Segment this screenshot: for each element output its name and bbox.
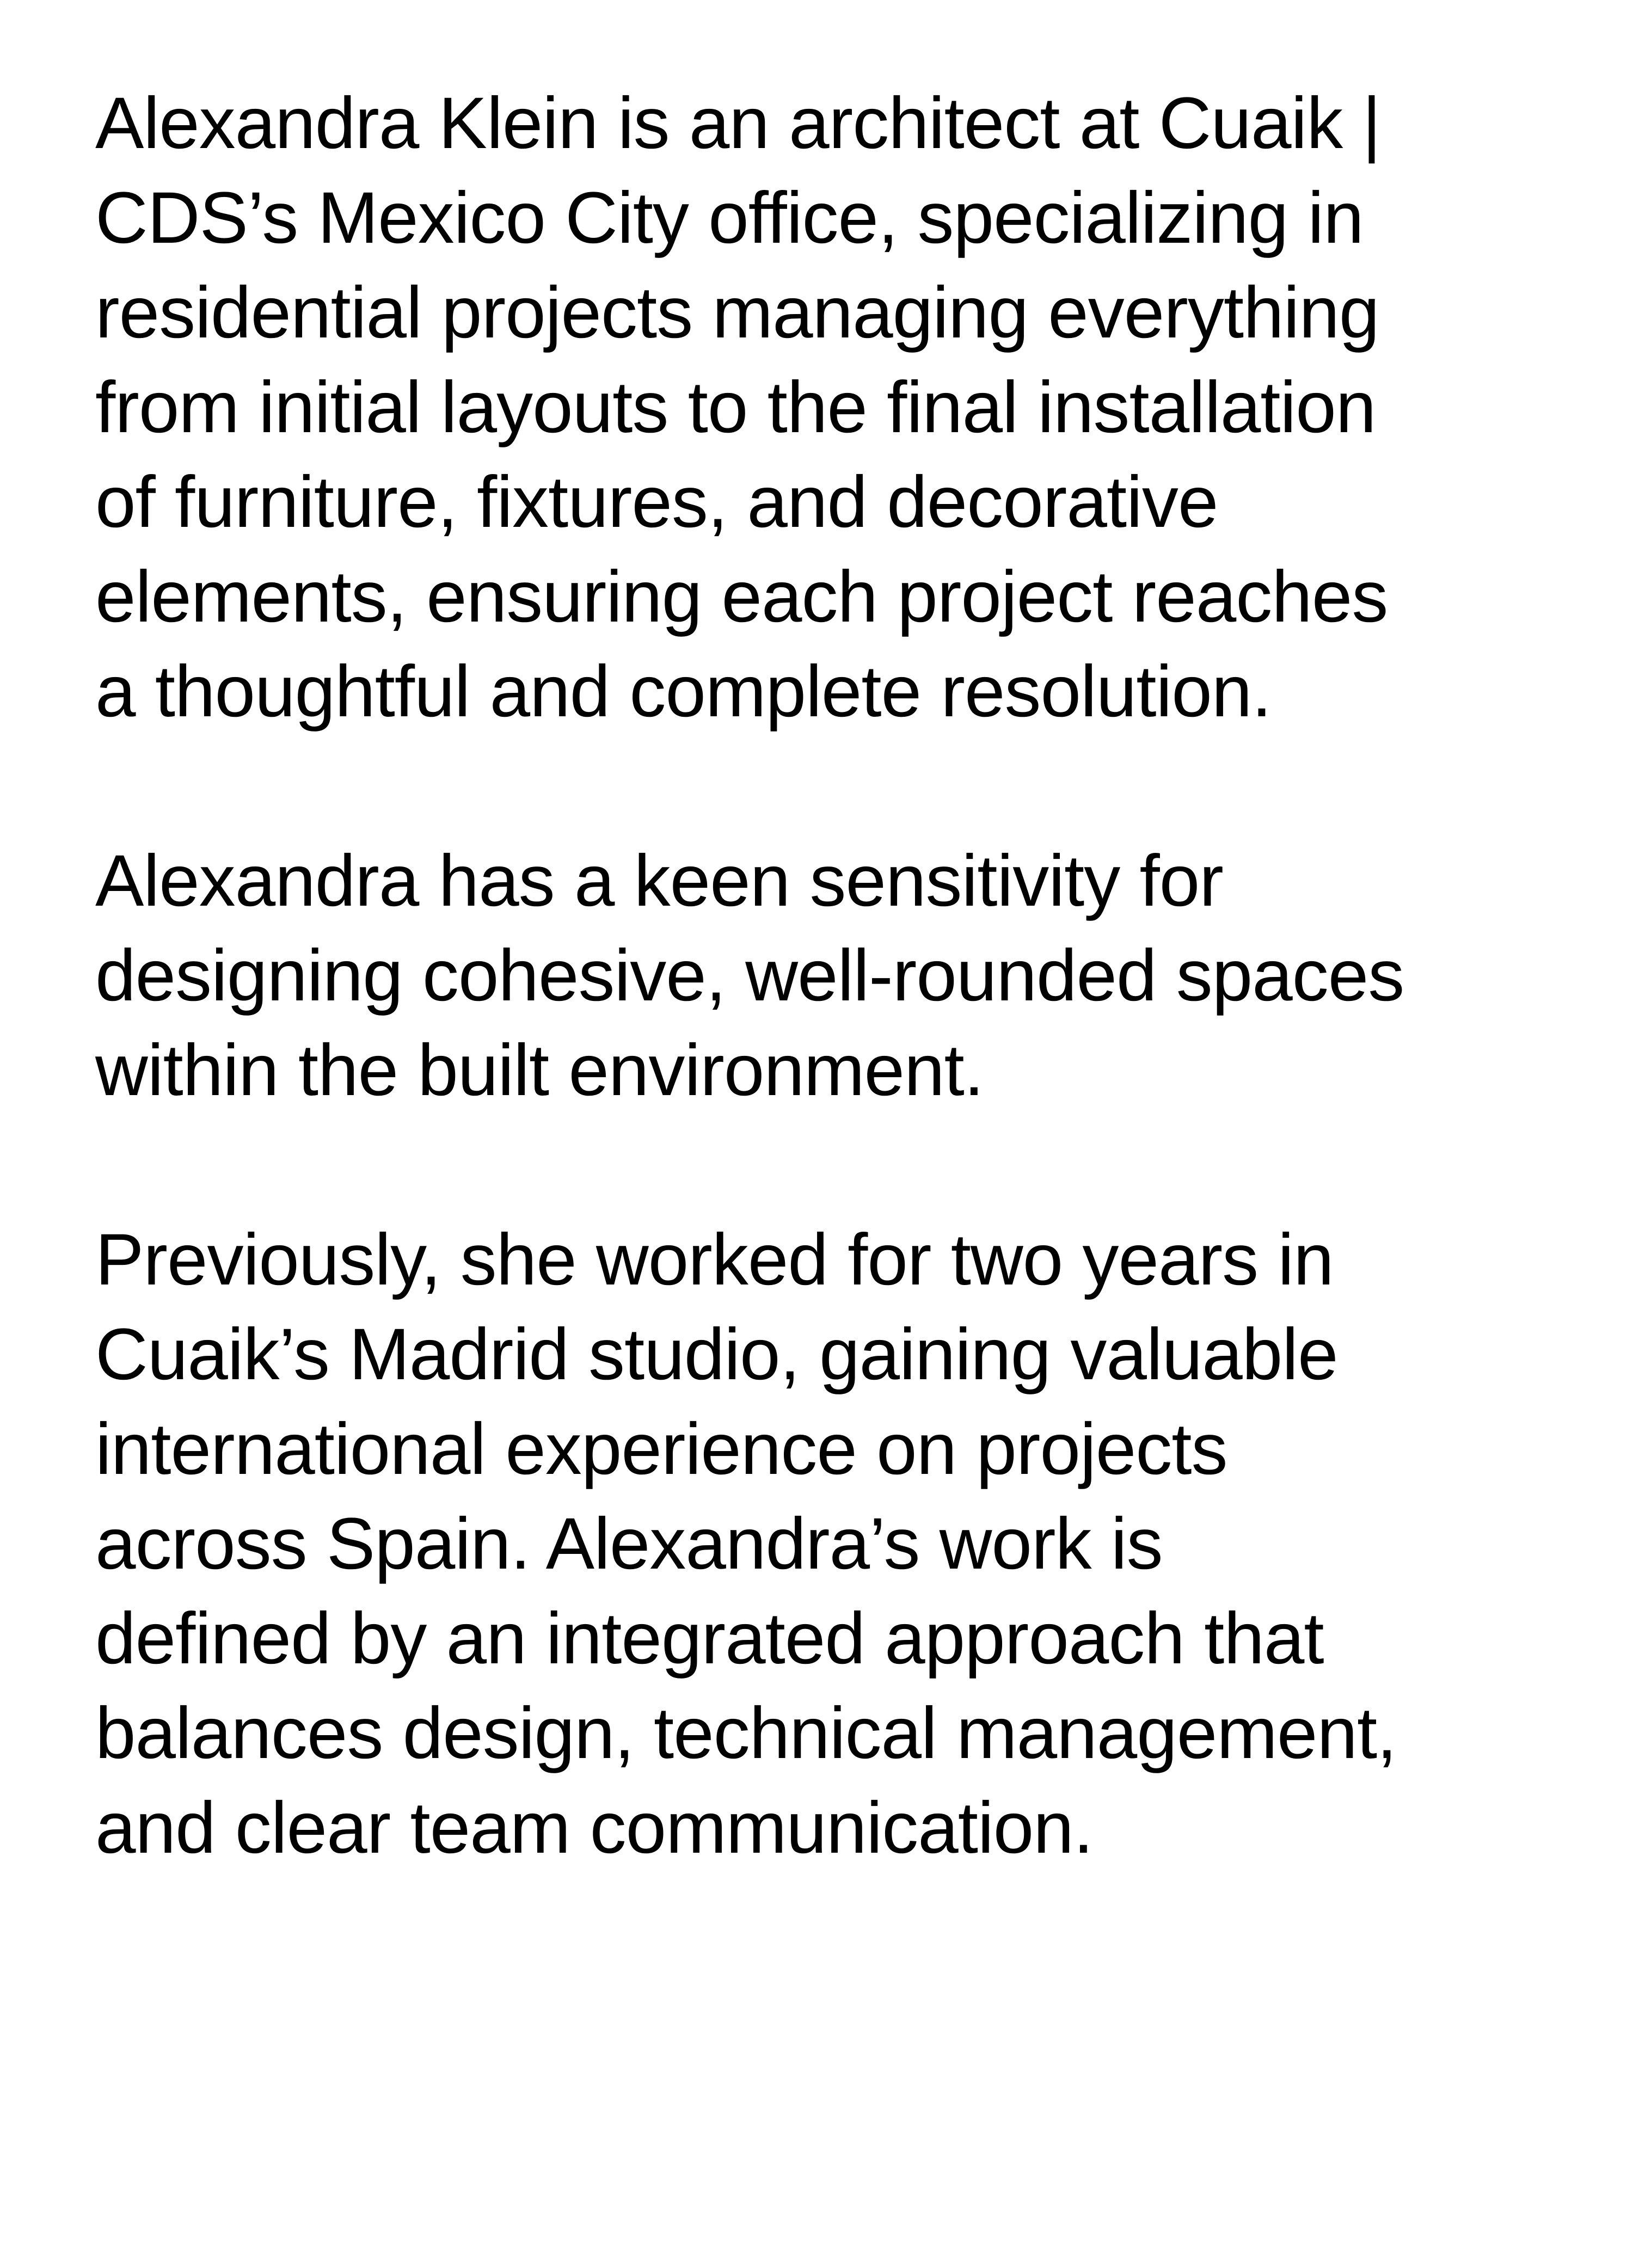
text-line: across Spain. Alexandra’s work is <box>95 1503 1163 1584</box>
text-line: within the built environment. <box>95 1030 984 1111</box>
bio-text-block <box>95 76 1598 1876</box>
text-line: Alexandra Klein is an architect at Cuaik | <box>95 83 1381 164</box>
bio-paragraph-sensitivity <box>95 834 1598 1118</box>
text-line: Cuaik’s Madrid studio, gaining valuable <box>95 1314 1338 1395</box>
text-line: Alexandra has a keen sensitivity for <box>95 840 1223 921</box>
text-line: designing cohesive, well-rounded spaces <box>95 935 1404 1016</box>
text-line: international experience on projects <box>95 1409 1227 1490</box>
text-line: Previously, she worked for two years in <box>95 1219 1334 1300</box>
text-line: from initial layouts to the final installation <box>95 367 1376 448</box>
text-line: CDS’s Mexico City office, specializing in <box>95 177 1364 259</box>
text-line: elements, ensuring each project reaches <box>95 556 1388 637</box>
bio-paragraph-intro <box>95 76 1598 739</box>
text-line: balances design, technical management, <box>95 1693 1397 1774</box>
text-line: and clear team communication. <box>95 1787 1093 1869</box>
text-line: of furniture, fixtures, and decorative <box>95 462 1218 543</box>
text-line: a thoughtful and complete resolution. <box>95 651 1272 732</box>
bio-paragraph-experience <box>95 1213 1598 1876</box>
text-line: residential projects managing everything <box>95 272 1379 353</box>
text-line: defined by an integrated approach that <box>95 1598 1324 1679</box>
